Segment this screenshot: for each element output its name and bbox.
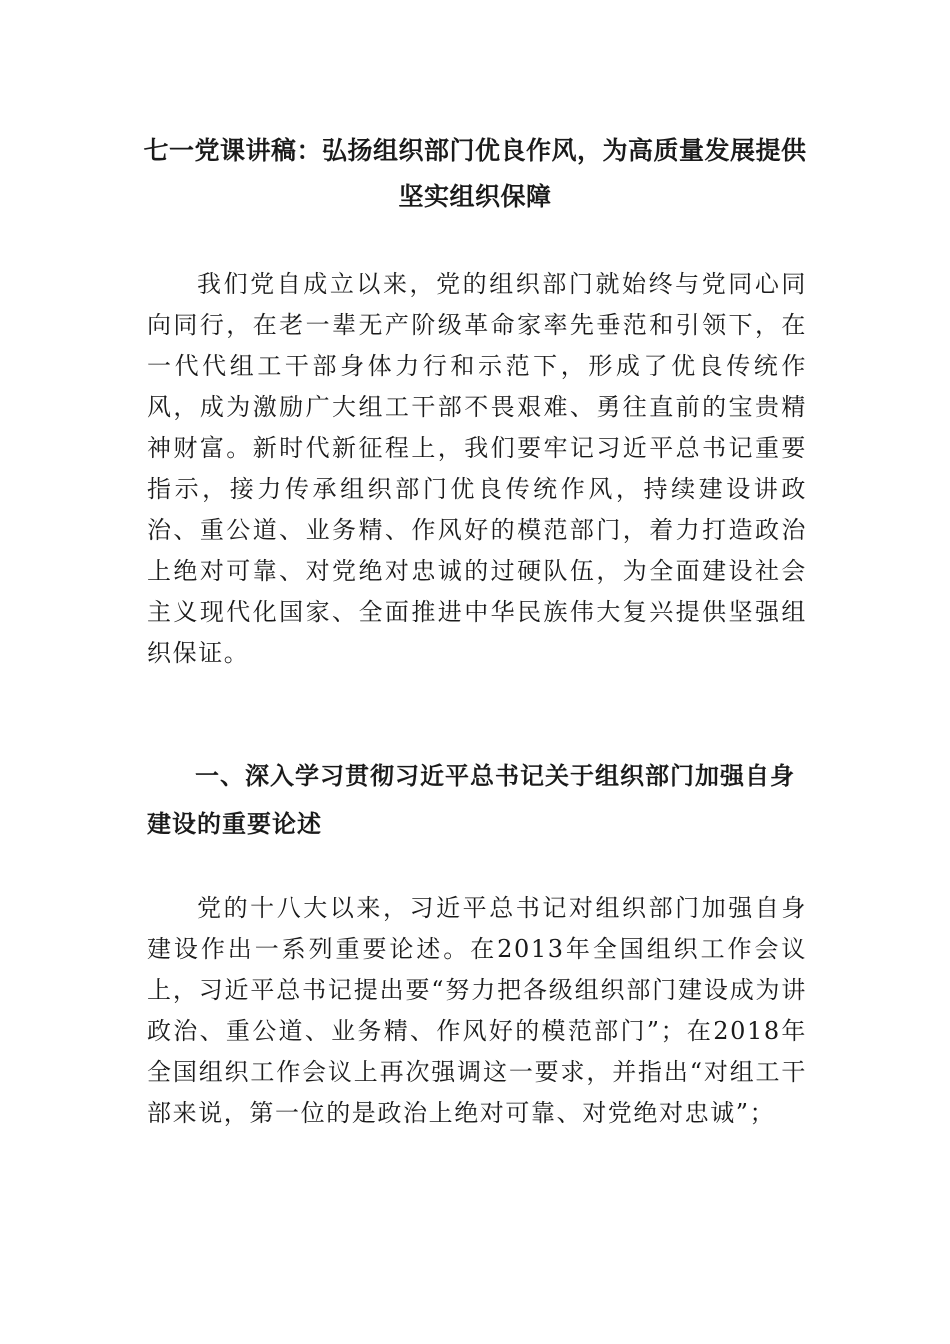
intro-paragraph: 我们党自成立以来，党的组织部门就始终与党同心同向同行，在老一辈无产阶级革命家率先垂范和引领下，在一代代组工干部身体力行和示范下，形成了优良传统作风，成为激励广大组工干部不畏艰难、勇往直前的宝贵精神财富。新时代新征程上，我们要牢记习近平总书记重要指示，接力传承组织部门优良传统作风，持续建设讲政治、重公道、业务精、作风好的模范部门，着力打造政治上绝对可靠、对党绝对忠诚的过硬队伍，为全面建设社会主义现代化国家、全面推进中华民族伟大复兴提供坚强组织保证。	[147, 270, 807, 667]
document-title: 七一党课讲稿：弘扬组织部门优良作风，为高质量发展提供坚实组织保障	[143, 136, 807, 211]
section-1-paragraph: 党的十八大以来，习近平总书记对组织部门加强自身建设作出一系列重要论述。在2013年全国组织工作会议上，习近平总书记提出要“努力把各级组织部门建设成为讲政治、重公道、业务精、作风好的模范部门”；在2018年全国组织工作会议上再次强调这一要求，并指出“对组工干部来说，第一位的是政治上绝对可靠、对党绝对忠诚”；	[147, 894, 807, 1127]
section-heading-1: 一、深入学习贯彻习近平总书记关于组织部门加强自身建设的重要论述	[147, 762, 795, 838]
